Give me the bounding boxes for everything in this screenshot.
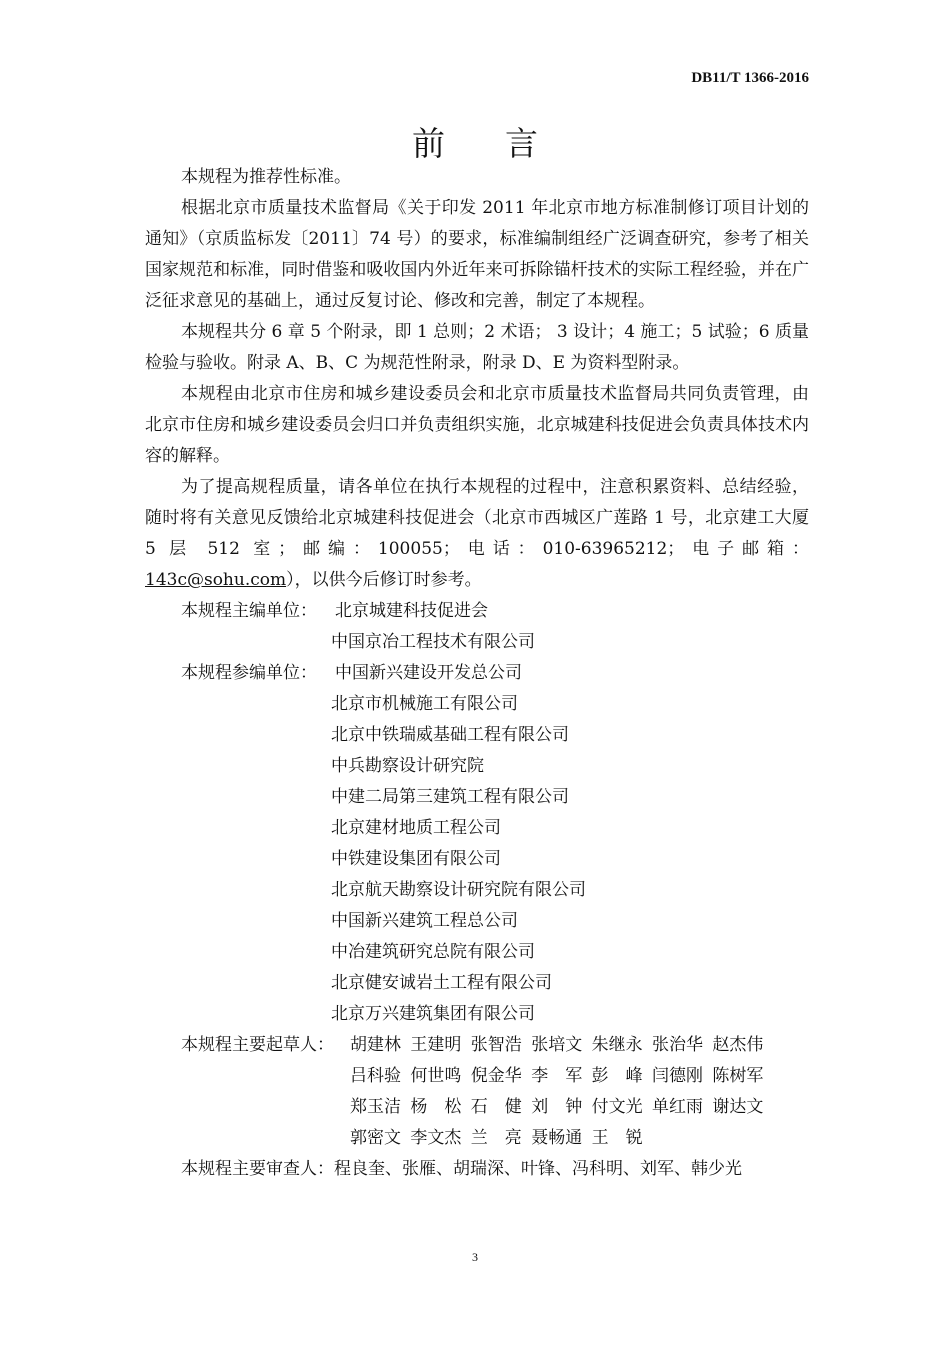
participating-list <box>331 689 809 1030</box>
reviewers-row <box>145 1154 809 1185</box>
page-title: 前言 <box>412 124 598 163</box>
paragraph-management: 本规程由北京市住房和城乡建设委员会和北京市质量技术监督局共同负责管理，由北京市住房和城乡建设委员会归口并负责组织实施，北京城建科技促进会负责具体技术内容的解释。 <box>145 384 809 466</box>
participating-unit: 中国新兴建设开发总公司 <box>335 663 522 683</box>
paragraph-standard-type: 本规程为推荐性标准。 <box>181 167 351 187</box>
chief-editor-unit: 中国京冶工程技术有限公司 <box>331 632 535 652</box>
reviewers-names: 程良奎、张雁、胡瑞深、叶锋、冯科明、刘军、韩少光 <box>334 1159 742 1179</box>
drafters-row: 郭密文 李文杰 兰 亮 聂畅通 王 锐 <box>350 1128 643 1148</box>
chief-editor-row <box>145 596 809 627</box>
participating-unit: 北京建材地质工程公司 <box>331 818 501 838</box>
standard-code: DB11/T 1366-2016 <box>691 70 809 86</box>
paragraph-feedback <box>145 472 809 596</box>
participating-unit: 中国新兴建筑工程总公司 <box>331 911 518 931</box>
feedback-text-end: ），以供今后修订时参考。 <box>286 570 482 590</box>
chief-editor-label: 本规程主编单位： <box>181 601 317 621</box>
drafters-row: 胡建林 王建明 张智浩 张培文 朱继永 张治华 赵杰伟 <box>350 1035 764 1055</box>
participating-unit: 北京中铁瑞威基础工程有限公司 <box>331 725 569 745</box>
participating-label: 本规程参编单位： <box>181 663 317 683</box>
participating-unit: 中冶建筑研究总院有限公司 <box>331 942 535 962</box>
participating-unit: 中兵勘察设计研究院 <box>331 756 484 776</box>
email-link[interactable]: 143c@sohu.com <box>145 570 287 590</box>
participating-unit: 北京市机械施工有限公司 <box>331 694 518 714</box>
participating-unit: 中建二局第三建筑工程有限公司 <box>331 787 569 807</box>
paragraph-structure: 本规程共分 6 章 5 个附录，即 1 总则；2 术语； 3 设计；4 施工；5 试验；6 质量检验与验收。附录 A、B、C 为规范性附录，附录 D、E 为资料型附录。 <box>145 322 809 373</box>
participating-unit: 北京健安诚岩土工程有限公司 <box>331 973 552 993</box>
drafters-label: 本规程主要起草人： <box>181 1035 334 1055</box>
page-number: 3 <box>472 1250 478 1264</box>
chief-editor-unit: 北京城建科技促进会 <box>335 601 488 621</box>
reviewers-label: 本规程主要审查人： <box>181 1159 334 1179</box>
chief-editor-list <box>331 627 809 658</box>
participating-row <box>145 658 809 689</box>
paragraph-background: 根据北京市质量技术监督局《关于印发 2011 年北京市地方标准制修订项目计划的通知》（京质监标发〔2011〕74 号）的要求，标准编制组经广泛调查研究，参考了相关国家规范和标准，同时借鉴和吸收国内外近年来可拆除锚杆技术的实际工程经验，并在广泛征求意见的基础上，通过反复讨论、修改和完善，制定了本规程。 <box>145 198 809 311</box>
document-body <box>145 162 809 1185</box>
drafters-names <box>350 1030 763 1154</box>
drafters-row: 郑玉洁 杨 松 石 健 刘 钟 付文光 单红雨 谢达文 <box>350 1097 764 1117</box>
participating-unit: 中铁建设集团有限公司 <box>331 849 501 869</box>
drafters-block <box>145 1030 809 1154</box>
participating-unit: 北京万兴建筑集团有限公司 <box>331 1004 535 1024</box>
participating-unit: 北京航天勘察设计研究院有限公司 <box>331 880 586 900</box>
drafters-row: 吕科验 何世鸣 倪金华 李 军 彭 峰 闫德刚 陈树军 <box>350 1066 764 1086</box>
feedback-text: 为了提高规程质量，请各单位在执行本规程的过程中，注意积累资料、总结经验，随时将有关意见反馈给北京城建科技促进会（北京市西城区广莲路 1 号，北京建工大厦 5 层 512 室；邮编：100055；电话：010-63965212；电子邮箱： <box>145 477 809 559</box>
